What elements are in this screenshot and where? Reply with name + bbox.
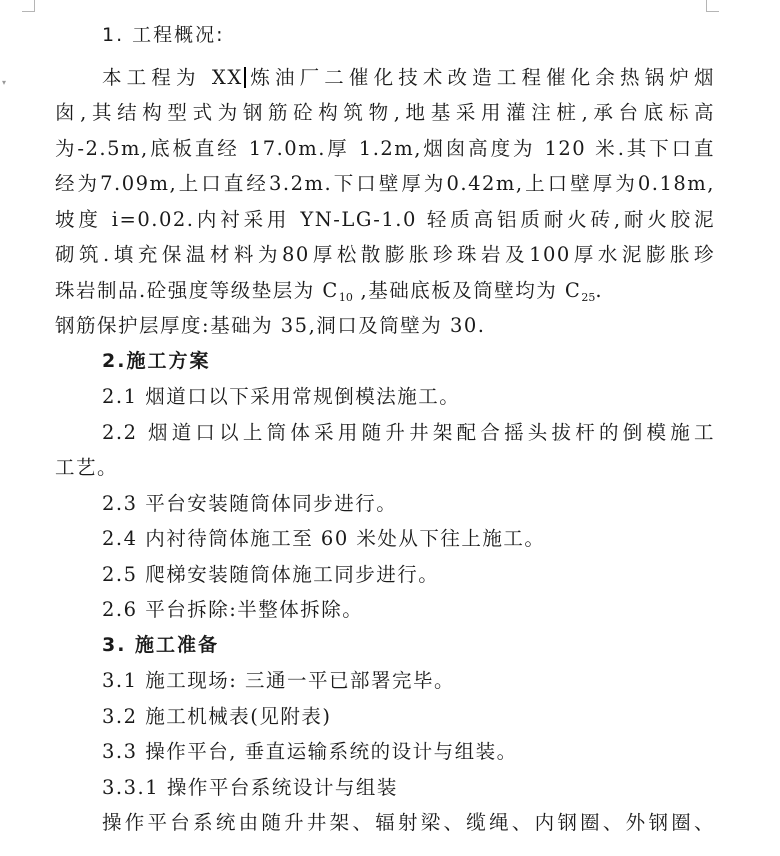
heading-project-overview: 1. 工程概况:	[102, 24, 225, 46]
heading-construction-plan: 2.施工方案	[102, 349, 211, 372]
collapse-caret-icon[interactable]: ▾	[2, 78, 7, 87]
text-cursor	[244, 67, 246, 88]
crop-mark-top-left-horizontal	[22, 11, 35, 12]
document-body	[55, 18, 715, 841]
list-item: 3.2 施工机械表(见附表)	[102, 704, 332, 728]
list-item: 2.1 烟道口以下采用常规倒模法施工。	[102, 385, 461, 408]
list-item: 3.3 操作平台, 垂直运输系统的设计与组装。	[102, 740, 518, 763]
list-item: 2.6 平台拆除:半整体拆除。	[102, 598, 364, 621]
paragraph-line: 砌筑.填充保温材料为80厚松散膨胀珍珠岩及100厚水泥膨胀珍	[55, 243, 715, 266]
paragraph-line: 本工程为 XX 炼油厂二催化技术改造工程催化余热锅炉烟	[102, 65, 715, 89]
paragraph-line: 经为7.09m,上口直经3.2m.下口壁厚为0.42m,上口壁厚为0.18m,	[55, 172, 715, 195]
list-item: 2.3 平台安装随筒体同步进行。	[102, 491, 398, 515]
list-item: 2.4 内衬待筒体施工至 60 米处从下往上施工。	[102, 527, 546, 550]
subscript-c25: 25	[581, 290, 596, 304]
list-item: 2.2 烟道口以上筒体采用随升井架配合摇头拔杆的倒模施工	[102, 420, 715, 444]
heading-construction-preparation: 3. 施工准备	[102, 633, 220, 656]
paragraph-line: 为-2.5m,底板直经 17.0m.厚 1.2m,烟囱高度为 120 米.其下口直	[55, 136, 715, 160]
list-item: 3.1 施工现场: 三通一平已部署完毕。	[102, 669, 455, 692]
list-item: 3.3.1 操作平台系统设计与组装	[102, 775, 398, 799]
paragraph-rebar-cover: 钢筋保护层厚度:基础为 35,洞口及筒壁为 30.	[55, 314, 486, 337]
subscript-c10: 10	[338, 290, 353, 304]
paragraph-line: 囱,其结构型式为钢筋砼构筑物,地基采用灌注桩,承台底标高	[55, 101, 715, 124]
list-item: 操作平台系统由随升井架、辐射梁、缆绳、内钢圈、外钢圈、	[102, 811, 715, 834]
list-item: 2.5 爬梯安装随筒体施工同步进行。	[102, 562, 440, 586]
crop-mark-top-right-horizontal	[706, 11, 719, 12]
list-item-continuation: 工艺。	[55, 456, 119, 479]
paragraph-line: 珠岩制品.砼强度等级垫层为 $C_{10}$ ,基础底板及筒壁均为 $C_{25}$.	[55, 278, 604, 304]
paragraph-line: 坡度 i=0.02.内衬采用 YN-LG-1.0 轻质高铝质耐火砖,耐火胶泥	[55, 207, 715, 231]
